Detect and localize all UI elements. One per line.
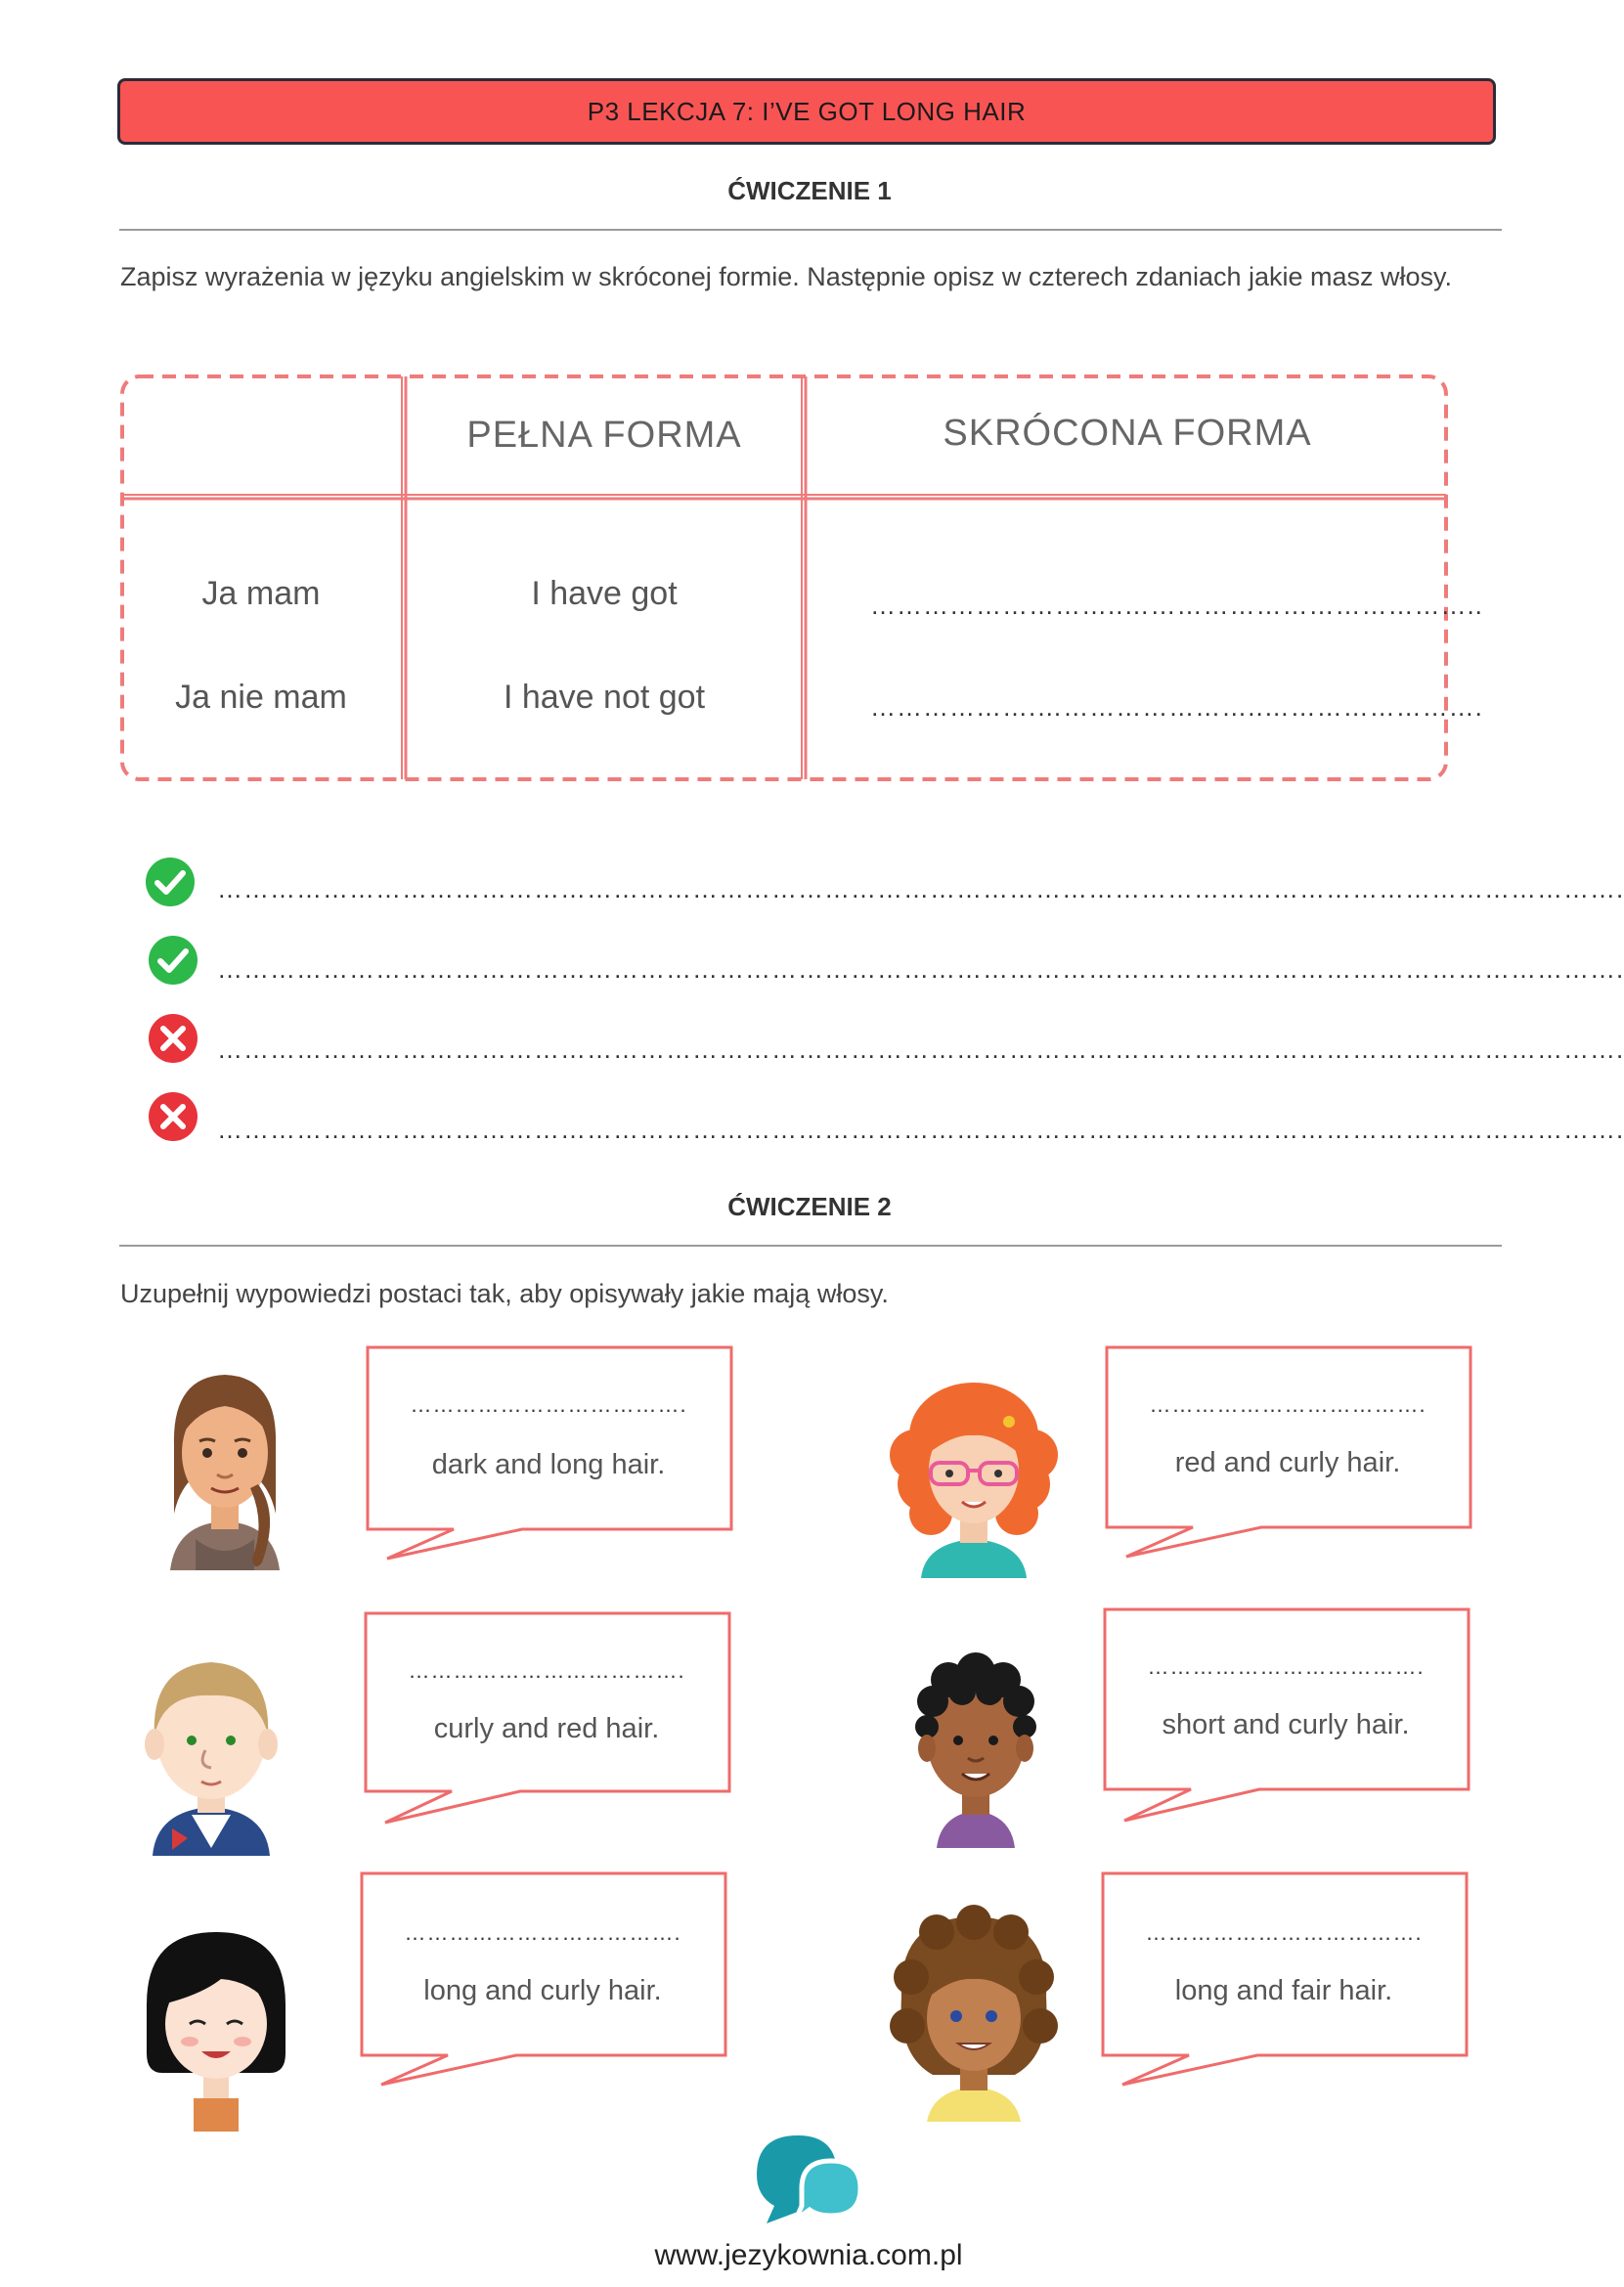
bubble-text: short and curly hair. [1162, 1709, 1410, 1740]
bubble-text: long and curly hair. [423, 1975, 662, 2006]
bubble-blank[interactable]: ………………………………. [404, 1920, 681, 1945]
bubble-blank[interactable]: ………………………………. [1147, 1654, 1425, 1679]
jezykownia-logo-icon [747, 2130, 874, 2227]
table-cell-polish: Ja nie mam [175, 679, 347, 716]
lesson-title: P3 LEKCJA 7: I’VE GOT LONG HAIR [587, 96, 1027, 126]
cross-icon [148, 1091, 198, 1142]
exercise1-instruction: Zapisz wyrażenia w języku angielskim w skróconej formie. Następnie opisz w czterech zdaniach jakie masz włosy. [120, 262, 1453, 291]
exercise1-title: ĆWICZENIE 1 [727, 176, 892, 205]
speech-bubble [364, 1611, 733, 1826]
exercise2-divider [119, 1245, 1502, 1247]
speech-bubble [1103, 1607, 1472, 1823]
sentence-lines [145, 853, 1624, 1146]
cross-icon [148, 1013, 198, 1064]
bubble-text: curly and red hair. [433, 1713, 660, 1744]
character-girl-long-brown-hair [156, 1367, 293, 1586]
exercise2-title: ĆWICZENIE 2 [727, 1192, 892, 1221]
sentence-line-blank[interactable]: ……………………………………………………………………………………………………………………………………………. [217, 954, 1624, 984]
character-girl-brown-afro-hair [888, 1909, 1060, 2122]
footer-website-link[interactable]: www.jezykownia.com.pl [654, 2239, 963, 2271]
sentence-line-blank[interactable]: ……………………………………………………………………………………………………………………………………………. [217, 1115, 1624, 1144]
table-cell-full: I have not got [503, 679, 706, 716]
bubble-text: dark and long hair. [431, 1449, 666, 1480]
character-girl-black-bob-hair [133, 1926, 299, 2132]
character-boy-short-fair-hair [133, 1643, 289, 1856]
bubble-blank[interactable]: ………………………………. [1149, 1392, 1426, 1417]
sentence-line-blank[interactable]: ……………………………………………………………………………………………………………………………………………. [217, 1034, 1624, 1064]
table-cell-short-blank[interactable]: ………………………..………………………………….. [870, 591, 1483, 620]
bubble-text: long and fair hair. [1174, 1975, 1393, 2006]
check-icon [145, 857, 196, 907]
character-girl-red-curly-hair [886, 1377, 1062, 1578]
bubble-blank[interactable]: ………………………………. [410, 1392, 687, 1417]
character-boy-black-curly-hair [898, 1643, 1054, 1848]
bubble-blank[interactable]: ………………………………. [408, 1658, 685, 1683]
speech-bubble [366, 1345, 735, 1561]
table-header-full-form: PEŁNA FORMA [466, 415, 742, 456]
table-cell-polish: Ja mam [201, 575, 321, 612]
table-header-short-form: SKRÓCONA FORMA [943, 413, 1312, 454]
speech-bubble [360, 1871, 729, 2089]
forms-table [119, 374, 1483, 782]
sentence-line-blank[interactable]: ……………………………………………………………………………………………………………………………………………. [217, 874, 1624, 903]
speech-bubble [1101, 1871, 1470, 2089]
bubble-text: red and curly hair. [1174, 1447, 1401, 1478]
table-cell-full: I have got [531, 575, 678, 612]
exercise2-instruction: Uzupełnij wypowiedzi postaci tak, aby opisywały jakie mają włosy. [120, 1279, 889, 1308]
speech-bubble [1105, 1345, 1474, 1561]
bubble-blank[interactable]: ………………………………. [1145, 1920, 1423, 1945]
lesson-title-bar [117, 78, 1496, 145]
check-icon [148, 935, 198, 986]
exercise1-divider [119, 229, 1502, 231]
table-cell-short-blank[interactable]: ……………….……………………..……………………. [870, 692, 1483, 722]
